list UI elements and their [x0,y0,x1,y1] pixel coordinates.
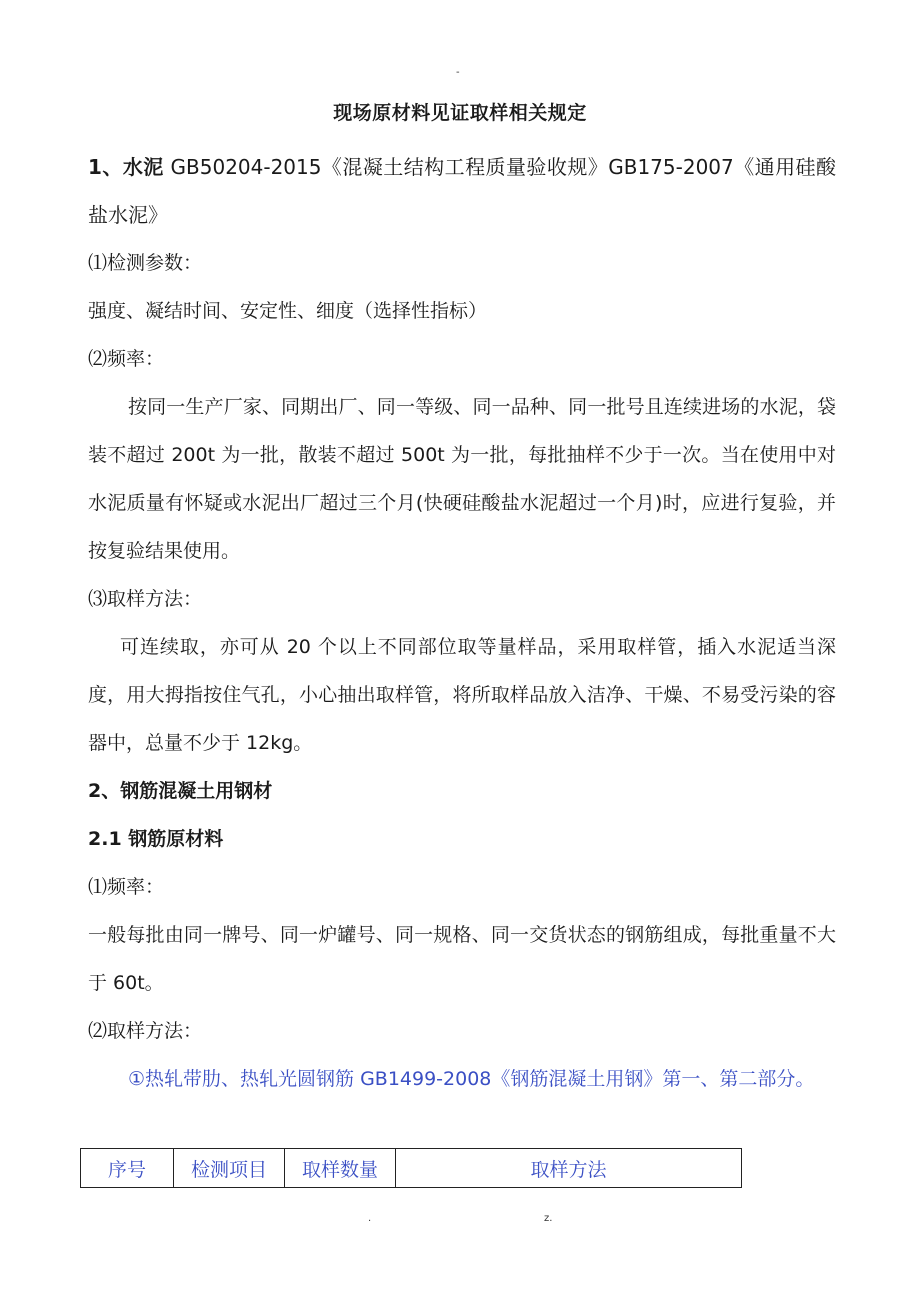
document-title: 现场原材料见证取样相关规定 [333,102,587,124]
header-mark: - [456,67,460,78]
s1-label-method: ⑶取样方法： [88,588,203,610]
s21-label-frequency: ⑴频率： [88,876,165,898]
sampling-table [80,1148,742,1188]
s1-frequency-text: 按同一生产厂家、同期出厂、同一等级、同一品种、同一批号且连续进场的水泥，袋装不超过 200t 为一批，散装不超过 500t 为一批，每批抽样不少于一次。当在使用中对水泥质量有怀疑或水泥出厂超过三个月(快硬硅酸盐水泥超过一个月)时，应进行复验，并按复验结果使用。 [88,396,836,562]
s1-label-frequency: ⑵频率： [88,348,165,370]
s21-frequency-text: 一般每批由同一牌号、同一炉罐号、同一规格、同一交货状态的钢筋组成，每批重量不大于 60t。 [88,924,836,994]
section-2-1-heading: 2.1 钢筋原材料 [88,828,224,850]
section-1-heading [88,143,836,239]
s21-label-method: ⑵取样方法： [88,1020,203,1042]
s1-label-params: ⑴检测参数： [88,252,203,274]
table-header-cell: 序号 [81,1149,174,1188]
section-1-heading-rest: GB50204-2015《混凝土结构工程质量验收规》GB175-2007《通用硅酸盐水泥》 [88,155,836,227]
section-1-heading-bold: 1、水泥 [88,155,164,179]
s1-method-text: 可连续取，亦可从 20 个以上不同部位取等量样品，采用取样管，插入水泥适当深度，用大拇指按住气孔，小心抽出取样管，将所取样品放入洁净、干燥、不易受污染的容器中，总量不少于 12kg。 [88,636,836,754]
footer-left-mark: . [368,1213,372,1224]
table-header-row [81,1149,742,1188]
document-body [88,143,836,1103]
table-header-cell: 取样数量 [285,1149,396,1188]
footer-right-mark: z. [544,1213,553,1224]
table-header-cell: 检测项目 [174,1149,285,1188]
s21-method-text: ①热轧带肋、热轧光圆钢筋 GB1499-2008《钢筋混凝土用钢》第一、第二部分。 [128,1068,815,1090]
table-header-cell: 取样方法 [396,1149,742,1188]
section-2-heading: 2、钢筋混凝土用钢材 [88,780,273,802]
s1-params: 强度、凝结时间、安定性、细度（选择性指标） [88,300,488,322]
